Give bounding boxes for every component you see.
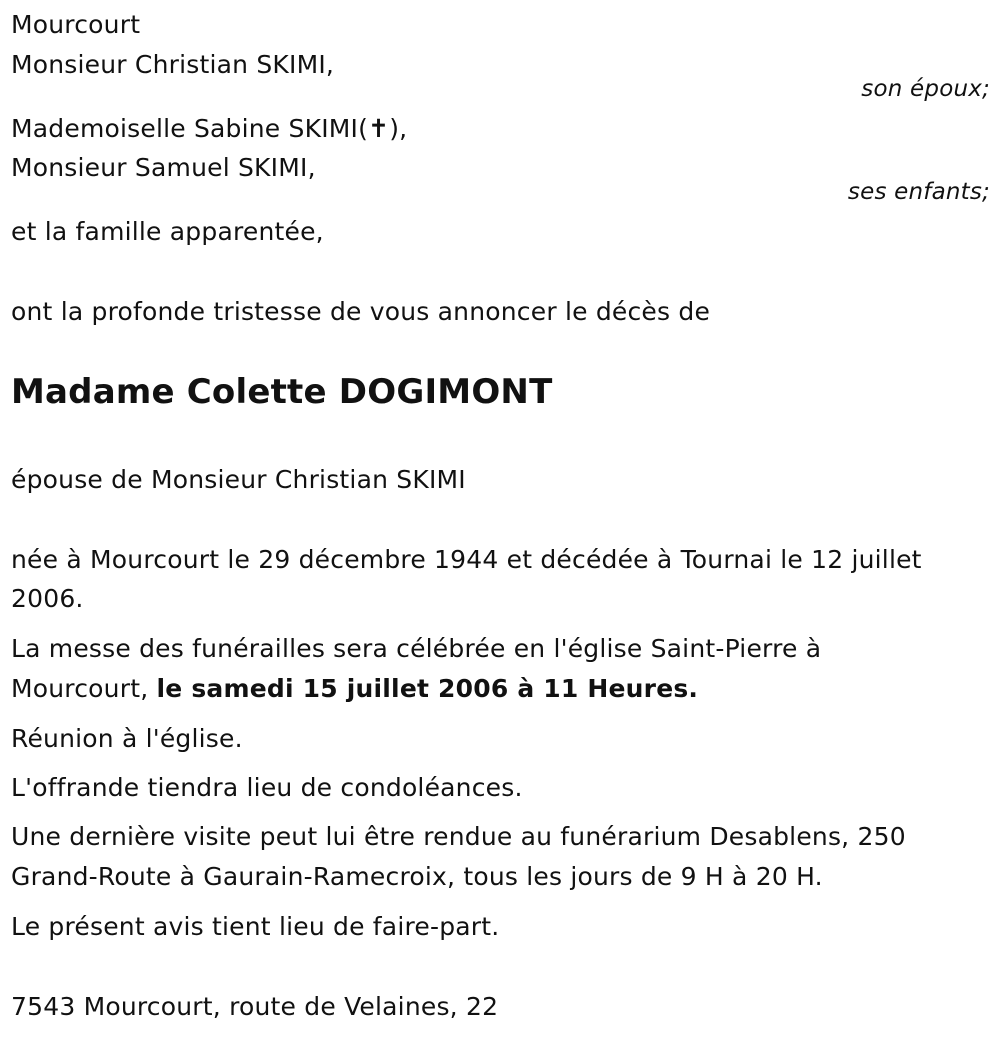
address-line: 7543 Mourcourt, route de Velaines, 22 (11, 992, 499, 1021)
family-line: et la famille apparentée, (11, 217, 324, 246)
town-label: Mourcourt (11, 10, 141, 39)
child-name-1: Mademoiselle Sabine SKIMI(✝), (11, 114, 408, 143)
visit-line-1: Une dernière visite peut lui être rendue au funérarium Desablens, 250 (11, 822, 906, 851)
offering-line: L'offrande tiendra lieu de condoléances. (11, 773, 523, 802)
deceased-name: Madame Colette DOGIMONT (11, 372, 553, 412)
meeting-line: Réunion à l'église. (11, 724, 243, 753)
mass-location: Mourcourt, (11, 674, 157, 703)
mass-date-time: le samedi 15 juillet 2006 à 11 Heures. (156, 674, 699, 703)
birth-death-line-1: née à Mourcourt le 29 décembre 1944 et décédée à Tournai le 12 juillet (11, 545, 922, 574)
child-name-2: Monsieur Samuel SKIMI, (11, 153, 316, 182)
spouse-of-line: épouse de Monsieur Christian SKIMI (11, 465, 466, 494)
notice-line: Le présent avis tient lieu de faire-part. (11, 912, 500, 941)
mass-line-1: La messe des funérailles sera célébrée en l'église Saint-Pierre à (11, 634, 822, 663)
intro-line: ont la profonde tristesse de vous annoncer le décès de (11, 297, 711, 326)
children-role: ses enfants; (847, 179, 990, 205)
birth-death-line-2: 2006. (11, 584, 84, 613)
visit-line-2: Grand-Route à Gaurain-Ramecroix, tous les jours de 9 H à 20 H. (11, 862, 823, 891)
mass-line-2 (11, 674, 698, 704)
spouse-name: Monsieur Christian SKIMI, (11, 50, 335, 79)
spouse-role: son époux; (861, 76, 990, 102)
